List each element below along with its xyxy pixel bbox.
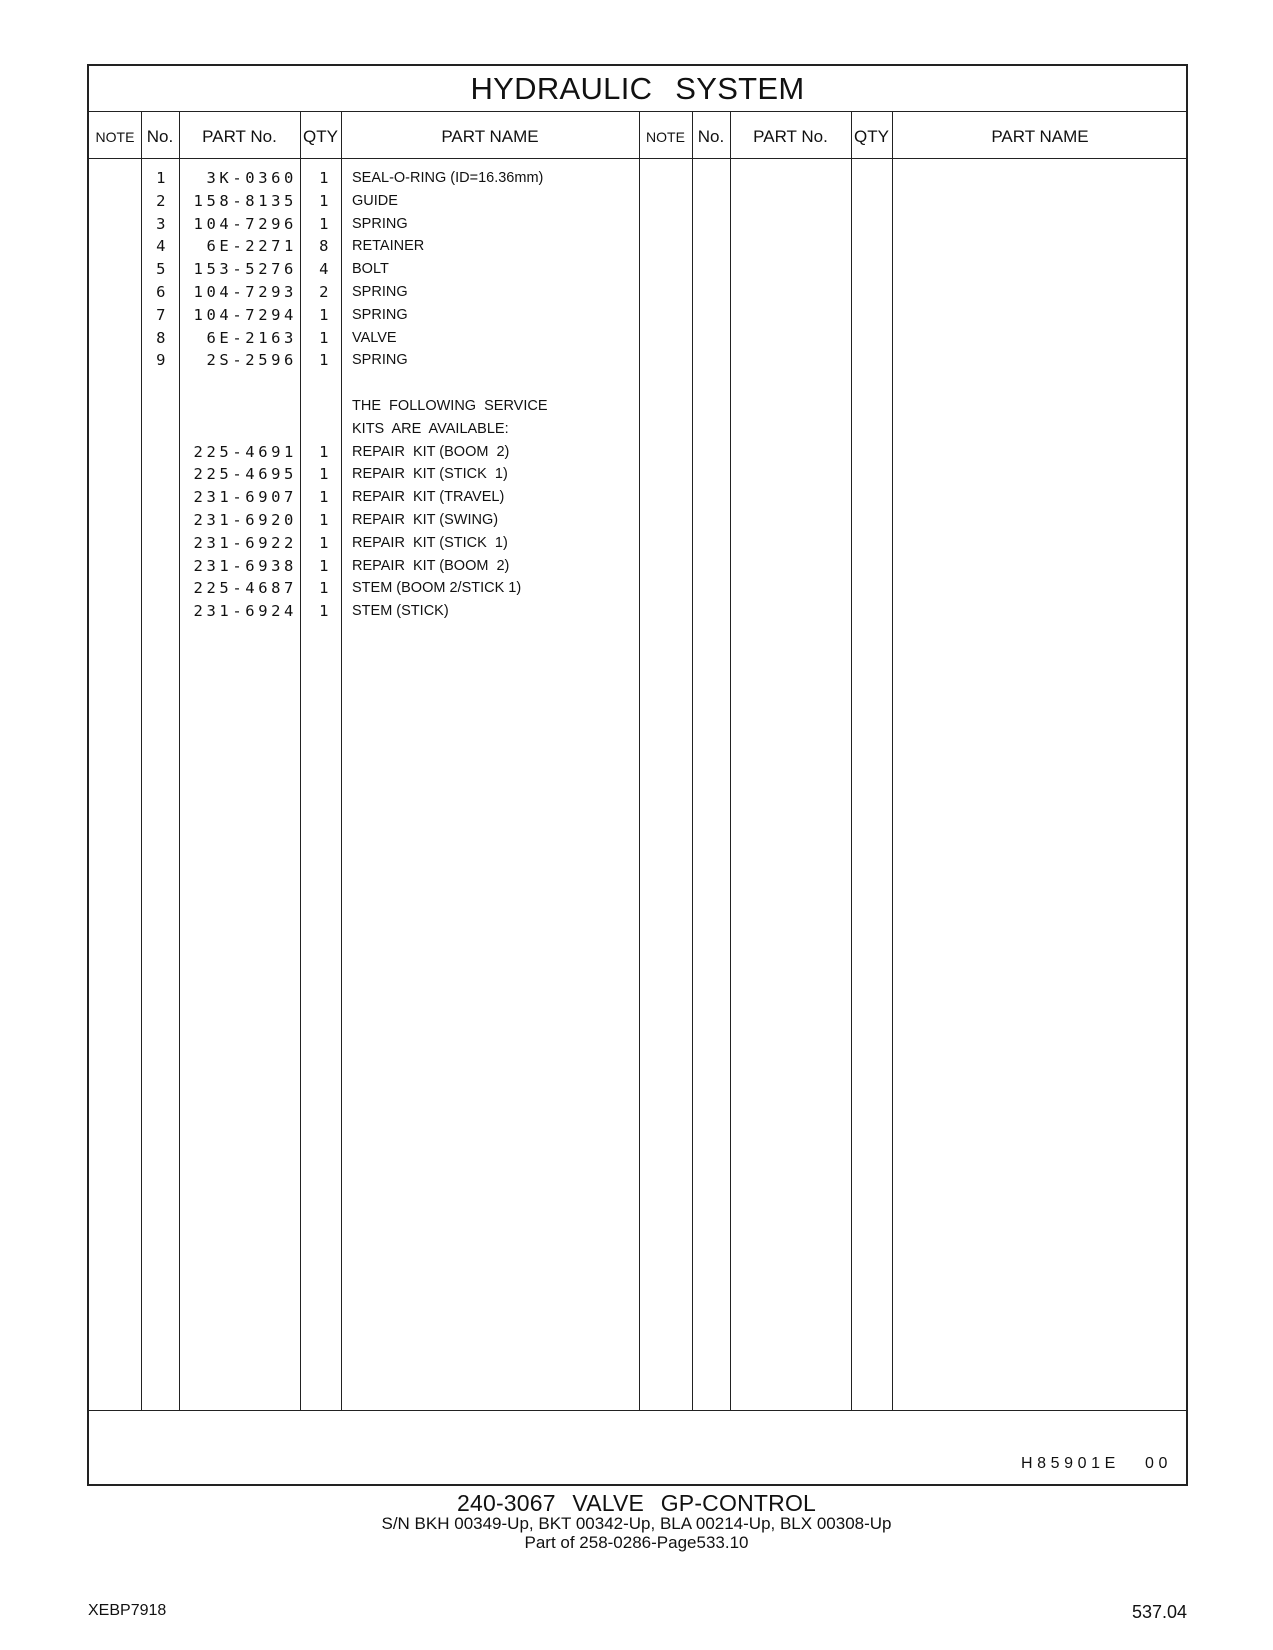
row-item-number: [141, 577, 169, 600]
row-part-number: 104-7296: [193, 214, 297, 233]
row-quantity: 4: [319, 260, 332, 279]
col-divider: [892, 112, 893, 1410]
header-qty: QTY: [303, 127, 338, 146]
row-part-name: [352, 372, 637, 395]
row-item-number: 2: [156, 191, 169, 210]
row-part-number: 225-4691: [193, 442, 297, 461]
document-id: XEBP7918: [88, 1602, 167, 1619]
row-part-name: REPAIR KIT (TRAVEL): [352, 489, 505, 506]
row-part-name: REPAIR KIT (BOOM 2): [352, 557, 510, 574]
serial-numbers: S/N BKH 00349-Up, BKT 00342-Up, BLA 00214-Up, BLX 00308-Up: [381, 1514, 892, 1533]
row-quantity: 1: [319, 328, 332, 347]
row-quantity: 1: [319, 556, 332, 575]
row-item-number: [141, 418, 169, 441]
row-item-number: 4: [156, 237, 169, 256]
row-quantity: 1: [319, 533, 332, 552]
row-quantity: 1: [319, 579, 332, 598]
row-part-number: [181, 372, 297, 395]
row-item-number: [141, 441, 169, 464]
row-item-number: 1: [156, 169, 169, 187]
header-qty-2: QTY: [854, 127, 889, 146]
row-part-name: SPRING: [352, 284, 408, 300]
row-item-number: [141, 600, 169, 623]
row-part-number: 104-7294: [193, 305, 297, 324]
row-part-number: [181, 418, 297, 441]
row-part-number: 158-8135: [193, 191, 297, 210]
row-item-number: 6: [156, 283, 169, 301]
row-item-number: [141, 486, 169, 509]
row-item-number: [141, 509, 169, 532]
col-divider: [639, 112, 640, 1410]
row-item-number: 8: [156, 328, 169, 347]
assembly-title: 240-3067 VALVE GP-CONTROL: [456, 1490, 817, 1516]
row-part-name: STEM (STICK): [352, 603, 449, 620]
row-part-number: 2S-2596: [206, 351, 297, 370]
header-note-2: NOTE: [646, 129, 685, 145]
drawing-code: H85901E 00: [1021, 1455, 1172, 1472]
row-item-number: 3: [156, 214, 169, 233]
row-item-number: [141, 372, 169, 395]
row-quantity: 1: [319, 191, 332, 210]
row-part-number: 231-6938: [193, 556, 297, 575]
row-part-name: SPRING: [352, 215, 408, 232]
row-part-name: SPRING: [352, 352, 408, 369]
row-item-number: [141, 532, 169, 555]
row-quantity: 1: [319, 442, 332, 461]
row-quantity: 1: [319, 602, 332, 621]
row-part-number: 3K-0360: [206, 169, 297, 187]
header-note: NOTE: [95, 129, 135, 145]
row-item-number: 5: [156, 260, 169, 279]
row-quantity: [300, 395, 332, 418]
title-divider: [89, 111, 1186, 112]
row-part-name: REPAIR KIT (SWING): [352, 512, 499, 528]
row-quantity: 1: [319, 305, 332, 324]
row-part-number: 6E-2271: [206, 237, 297, 256]
row-item-number: [141, 463, 169, 486]
row-quantity: [300, 418, 332, 441]
row-part-name: VALVE: [352, 329, 397, 346]
header-part-no: PART No.: [202, 127, 277, 146]
row-quantity: 8: [319, 237, 332, 256]
header-part-no-2: PART No.: [753, 127, 828, 146]
row-quantity: 1: [319, 214, 332, 233]
row-item-number: [141, 555, 169, 578]
row-quantity: [300, 372, 332, 395]
row-part-number: 231-6920: [193, 511, 297, 529]
col-divider: [341, 112, 342, 1410]
row-part-name: BOLT: [352, 261, 389, 278]
row-item-number: 9: [156, 351, 169, 370]
section-title: HYDRAULIC SYSTEM: [470, 71, 805, 106]
header-no-2: No.: [697, 127, 725, 146]
col-divider: [730, 112, 731, 1410]
row-item-number: [141, 395, 169, 418]
row-part-name: REPAIR KIT (BOOM 2): [352, 443, 510, 460]
table-bottom-divider: [89, 1410, 1186, 1411]
col-divider: [179, 112, 180, 1410]
header-part-name: PART NAME: [441, 127, 539, 146]
row-part-number: 231-6907: [193, 488, 297, 507]
row-part-number: 153-5276: [193, 260, 297, 279]
row-part-name: REPAIR KIT (STICK 1): [352, 534, 508, 551]
row-part-number: 6E-2163: [206, 328, 297, 347]
col-divider: [692, 112, 693, 1410]
row-quantity: 1: [319, 169, 332, 187]
header-no: No.: [146, 127, 174, 146]
row-part-name: SEAL-O-RING (ID=16.36mm): [352, 170, 544, 186]
row-part-name: THE FOLLOWING SERVICE: [352, 398, 548, 414]
row-part-name: RETAINER: [352, 238, 425, 255]
row-part-name: KITS ARE AVAILABLE:: [352, 420, 509, 437]
header-part-name-2: PART NAME: [991, 127, 1089, 146]
row-quantity: 1: [319, 351, 332, 370]
row-part-name: STEM (BOOM 2/STICK 1): [352, 580, 522, 597]
part-of-reference: Part of 258-0286-Page533.10: [524, 1533, 749, 1552]
parts-list-sheet: [87, 64, 1188, 1486]
row-quantity: 1: [319, 465, 332, 484]
page-number: 537.04: [1131, 1602, 1187, 1622]
row-part-number: 104-7293: [193, 283, 297, 301]
row-part-number: 225-4687: [193, 579, 297, 598]
row-part-number: 231-6924: [193, 602, 297, 621]
row-part-number: 231-6922: [193, 533, 297, 552]
row-quantity: 1: [319, 511, 332, 529]
row-part-name: SPRING: [352, 306, 408, 323]
row-part-name: GUIDE: [352, 192, 398, 209]
row-part-number: [181, 395, 297, 418]
col-divider: [851, 112, 852, 1410]
row-quantity: 2: [319, 283, 332, 301]
row-part-name: REPAIR KIT (STICK 1): [352, 466, 508, 483]
row-part-number: 225-4695: [193, 465, 297, 484]
row-item-number: 7: [156, 305, 169, 324]
row-quantity: 1: [319, 488, 332, 507]
